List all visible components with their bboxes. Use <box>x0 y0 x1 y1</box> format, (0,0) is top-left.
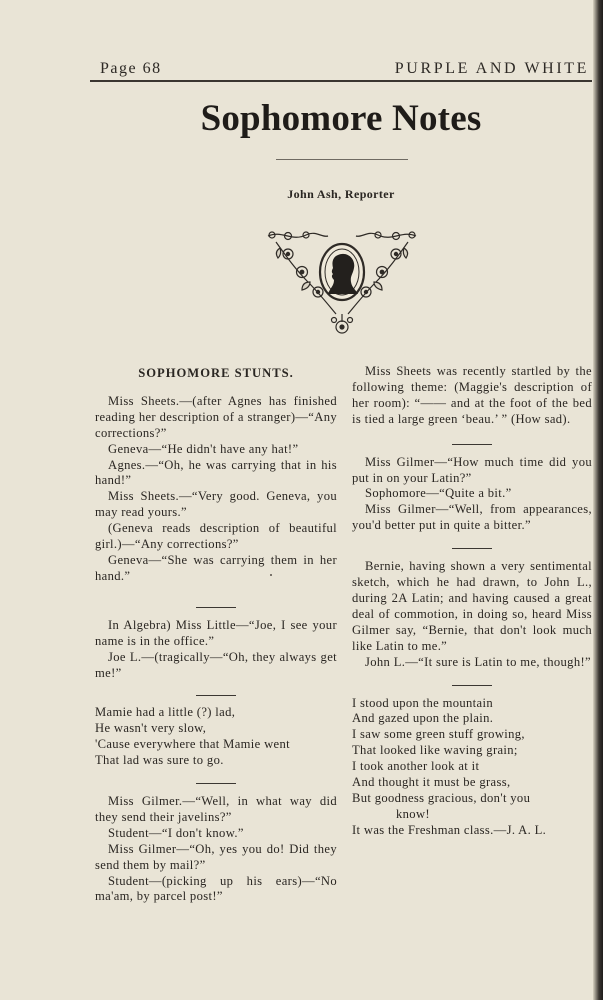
paragraph: Miss Sheets was recently startled by the following theme: (Maggie's description of her room): “—— and at the foot of the bed is tied a large green ‘beau.’ ” (How sad). <box>352 364 592 426</box>
poem-line: I saw some green stuff growing, <box>352 727 525 742</box>
paragraph: Geneva—“She was carrying them in her hand.” <box>95 552 337 583</box>
left-column <box>95 364 337 905</box>
byline: John Ash, Reporter <box>287 187 395 201</box>
paragraph: Bernie, having shown a very sentimental sketch, which he had drawn, to John L., during 2A Latin; and having caused a great deal of commotion, in doing so, heard Miss Gilmer say, “Bernie, that don't look much like Latin to me.” <box>352 559 592 653</box>
article-title: Sophomore Notes <box>200 98 482 139</box>
page-binding-edge <box>593 0 603 1000</box>
paragraph: (Geneva reads description of beautiful girl.)—“Any corrections?” <box>95 521 337 552</box>
poem-line: Mamie had a little (?) lad, <box>95 705 236 720</box>
paragraph: Miss Gilmer—“Oh, yes you do! Did they send them by mail?” <box>95 841 337 872</box>
ink-speck <box>270 574 272 576</box>
section-heading: SOPHOMORE STUNTS. <box>138 366 294 380</box>
paragraph: Student—(picking up his ears)—“No ma'am, by parcel post!” <box>95 873 337 904</box>
poem-line: And thought it must be grass, <box>352 775 511 790</box>
poem-line: He wasn't very slow, <box>95 721 207 736</box>
poem-line: know! <box>396 806 430 821</box>
paragraph: In Algebra) Miss Little—“Joe, I see your name is in the office.” <box>95 617 337 648</box>
paragraph: Agnes.—“Oh, he was carrying that in his hand!” <box>95 457 337 488</box>
paragraph: Geneva—“He didn't have any hat!” <box>108 441 299 456</box>
poem-line: But goodness gracious, don't you <box>352 790 531 805</box>
paragraph: Miss Gilmer.—“Well, in what way did they send their javelins?” <box>95 794 337 824</box>
publication-name: PURPLE AND WHITE <box>394 60 589 77</box>
right-column <box>352 364 592 839</box>
poem-line: I took another look at it <box>352 759 480 774</box>
poem-line: That looked like waving grain; <box>352 743 518 758</box>
header-rule <box>90 80 592 82</box>
paragraph: Miss Gilmer—“Well, from appearances, you'd better put in quite a bitter.” <box>352 502 592 533</box>
paragraph: Miss Gilmer—“How much time did you put in on your Latin?” <box>352 454 592 485</box>
paragraph: Joe L.—(tragically—“Oh, they always get me!” <box>95 649 337 680</box>
poem-line: And gazed upon the plain. <box>352 711 494 726</box>
paragraph: Miss Sheets.—“Very good. Geneva, you may read yours.” <box>95 489 337 520</box>
cameo-ornament-icon <box>262 226 422 340</box>
title-divider <box>276 159 408 160</box>
paragraph: Student—“I don't know.” <box>108 825 244 840</box>
poem-line: I stood upon the mountain <box>352 695 493 710</box>
poem-line: That lad was sure to go. <box>95 753 224 768</box>
paragraph: Miss Sheets.—(after Agnes has finished reading her description of a stranger)—“Any corrections?” <box>95 393 337 440</box>
poem-signature: It was the Freshman class.—J. A. L. <box>352 822 547 837</box>
poem-line: 'Cause everywhere that Mamie went <box>95 737 290 752</box>
paragraph: John L.—“It sure is Latin to me, though!” <box>365 654 591 669</box>
page-number: Page 68 <box>100 60 162 77</box>
paragraph: Sophomore—“Quite a bit.” <box>365 486 512 501</box>
